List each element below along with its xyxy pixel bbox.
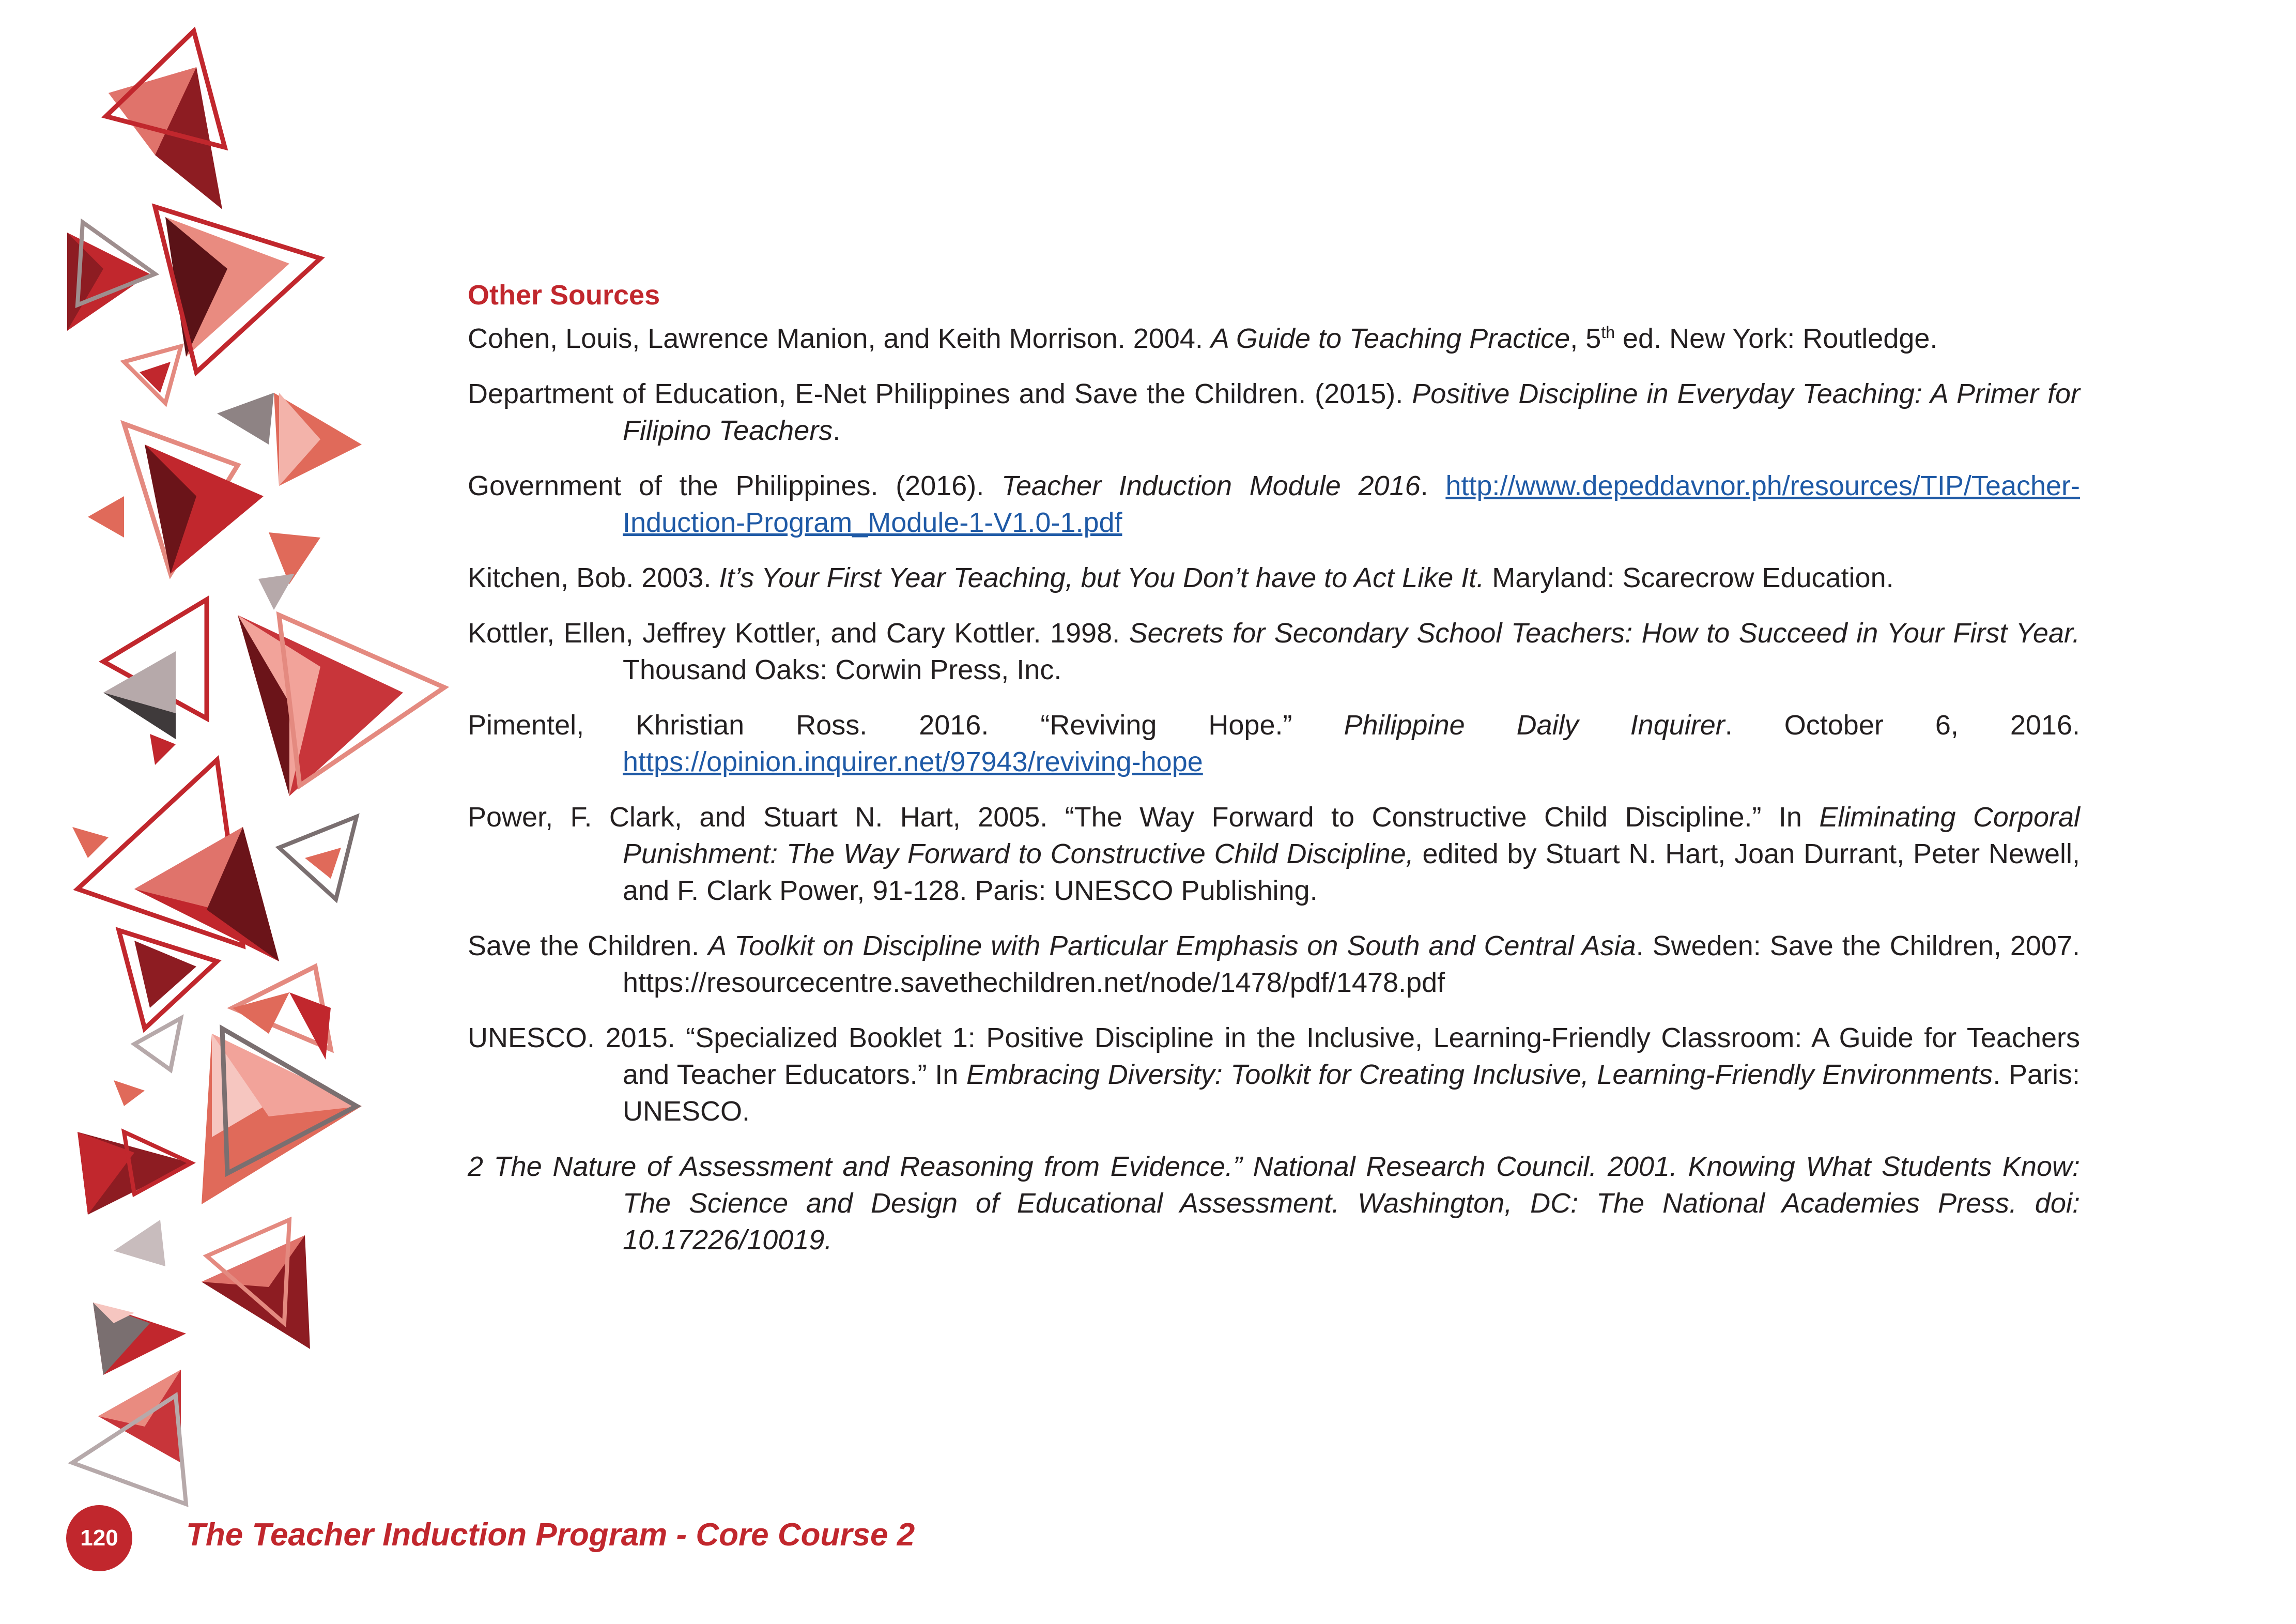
reference-text: Kitchen, Bob. 2003.	[468, 562, 719, 593]
reference-text: Save the Children.	[468, 930, 708, 961]
reference-title: Positive Discipline in Everyday Teaching: A Primer for Filipino Teachers	[623, 378, 2080, 446]
reference-entry	[468, 560, 2080, 596]
reference-entry	[468, 799, 2080, 909]
decorative-triangle-pattern	[0, 0, 465, 1624]
reference-text: . Paris: UNESCO.	[623, 1059, 2080, 1127]
reference-text: edited by Stuart N. Hart, Joan Durrant, Peter Newell, and F. Clark Power, 91-128. Paris: UNESCO Publishing.	[623, 838, 2081, 906]
reference-link[interactable]: https://opinion.inquirer.net/97943/reviving-hope	[623, 746, 1203, 777]
reference-title: A Toolkit on Discipline with Particular Emphasis on South and Central Asia	[708, 930, 1636, 961]
section-heading: Other Sources	[468, 280, 660, 311]
reference-title: Embracing Diversity: Toolkit for Creating Inclusive, Learning-Friendly Environments	[966, 1059, 1993, 1090]
reference-entry	[468, 928, 2080, 1001]
reference-title: A Guide to Teaching Practice	[1210, 323, 1570, 354]
reference-title: Secrets for Secondary School Teachers: How to Succeed in Your First Year.	[1129, 618, 2080, 649]
reference-text: Thousand Oaks: Corwin Press, Inc.	[623, 654, 1062, 685]
reference-title: Eliminating Corporal Punishment: The Way Forward to Constructive Child Discipline,	[623, 802, 2080, 869]
reference-entry	[468, 1020, 2080, 1130]
reference-text: Maryland: Scarecrow Education.	[1484, 562, 1894, 593]
reference-text: Department of Education, E-Net Philippines and Save the Children. (2015).	[468, 378, 1412, 409]
reference-text: . October 6, 2016.	[1724, 710, 2081, 741]
reference-text: Cohen, Louis, Lawrence Manion, and Keith Morrison. 2004.	[468, 323, 1211, 354]
reference-title: 2 The Nature of Assessment and Reasoning from Evidence.” National Research Council. 2001. Knowing What Students Know: The Science and Design of Educational Assessment. Washington, DC: The National Academies Press. doi: 10.17226/10019.	[468, 1151, 2080, 1255]
reference-entry	[468, 376, 2080, 449]
reference-title: Philippine Daily Inquirer	[1344, 710, 1725, 741]
reference-entry	[468, 468, 2080, 541]
reference-link[interactable]: http://www.depeddavnor.ph/resources/TIP/Teacher-Induction-Program_Module-1-V1.0-1.pdf	[623, 470, 2080, 538]
reference-title: It’s Your First Year Teaching, but You Don’t have to Act Like It.	[719, 562, 1485, 593]
reference-text: UNESCO. 2015. “Specialized Booklet 1: Positive Discipline in the Inclusive, Learning-Friendly Classroom: A Guide for Teachers and Teacher Educators.” In	[468, 1022, 2080, 1090]
reference-entry	[468, 615, 2080, 688]
reference-text: Pimentel, Khristian Ross. 2016. “Reviving Hope.”	[468, 710, 1344, 741]
footer-title: The Teacher Induction Program - Core Course 2	[186, 1517, 915, 1553]
reference-text: .	[833, 415, 841, 446]
reference-list	[468, 320, 2080, 1259]
reference-text: . Sweden: Save the Children, 2007. https://resourcecentre.savethechildren.net/node/1478/pdf/1478.pdf	[623, 930, 2080, 998]
reference-entry	[468, 320, 2080, 357]
reference-text: , 5	[1570, 323, 1601, 354]
reference-text: .	[1420, 470, 1446, 501]
page-number-badge: 120	[66, 1505, 132, 1571]
reference-entry	[468, 707, 2080, 780]
reference-entry	[468, 1148, 2080, 1259]
reference-text: Government of the Philippines. (2016).	[468, 470, 1001, 501]
reference-text: Power, F. Clark, and Stuart N. Hart, 2005. “The Way Forward to Constructive Child Discipline.” In	[468, 802, 1820, 833]
reference-text: ed. New York: Routledge.	[1615, 323, 1938, 354]
reference-title: Teacher Induction Module 2016	[1001, 470, 1421, 501]
reference-text: Kottler, Ellen, Jeffrey Kottler, and Cary Kottler. 1998.	[468, 618, 1129, 649]
superscript: th	[1601, 323, 1615, 342]
references-section	[468, 279, 2080, 1277]
